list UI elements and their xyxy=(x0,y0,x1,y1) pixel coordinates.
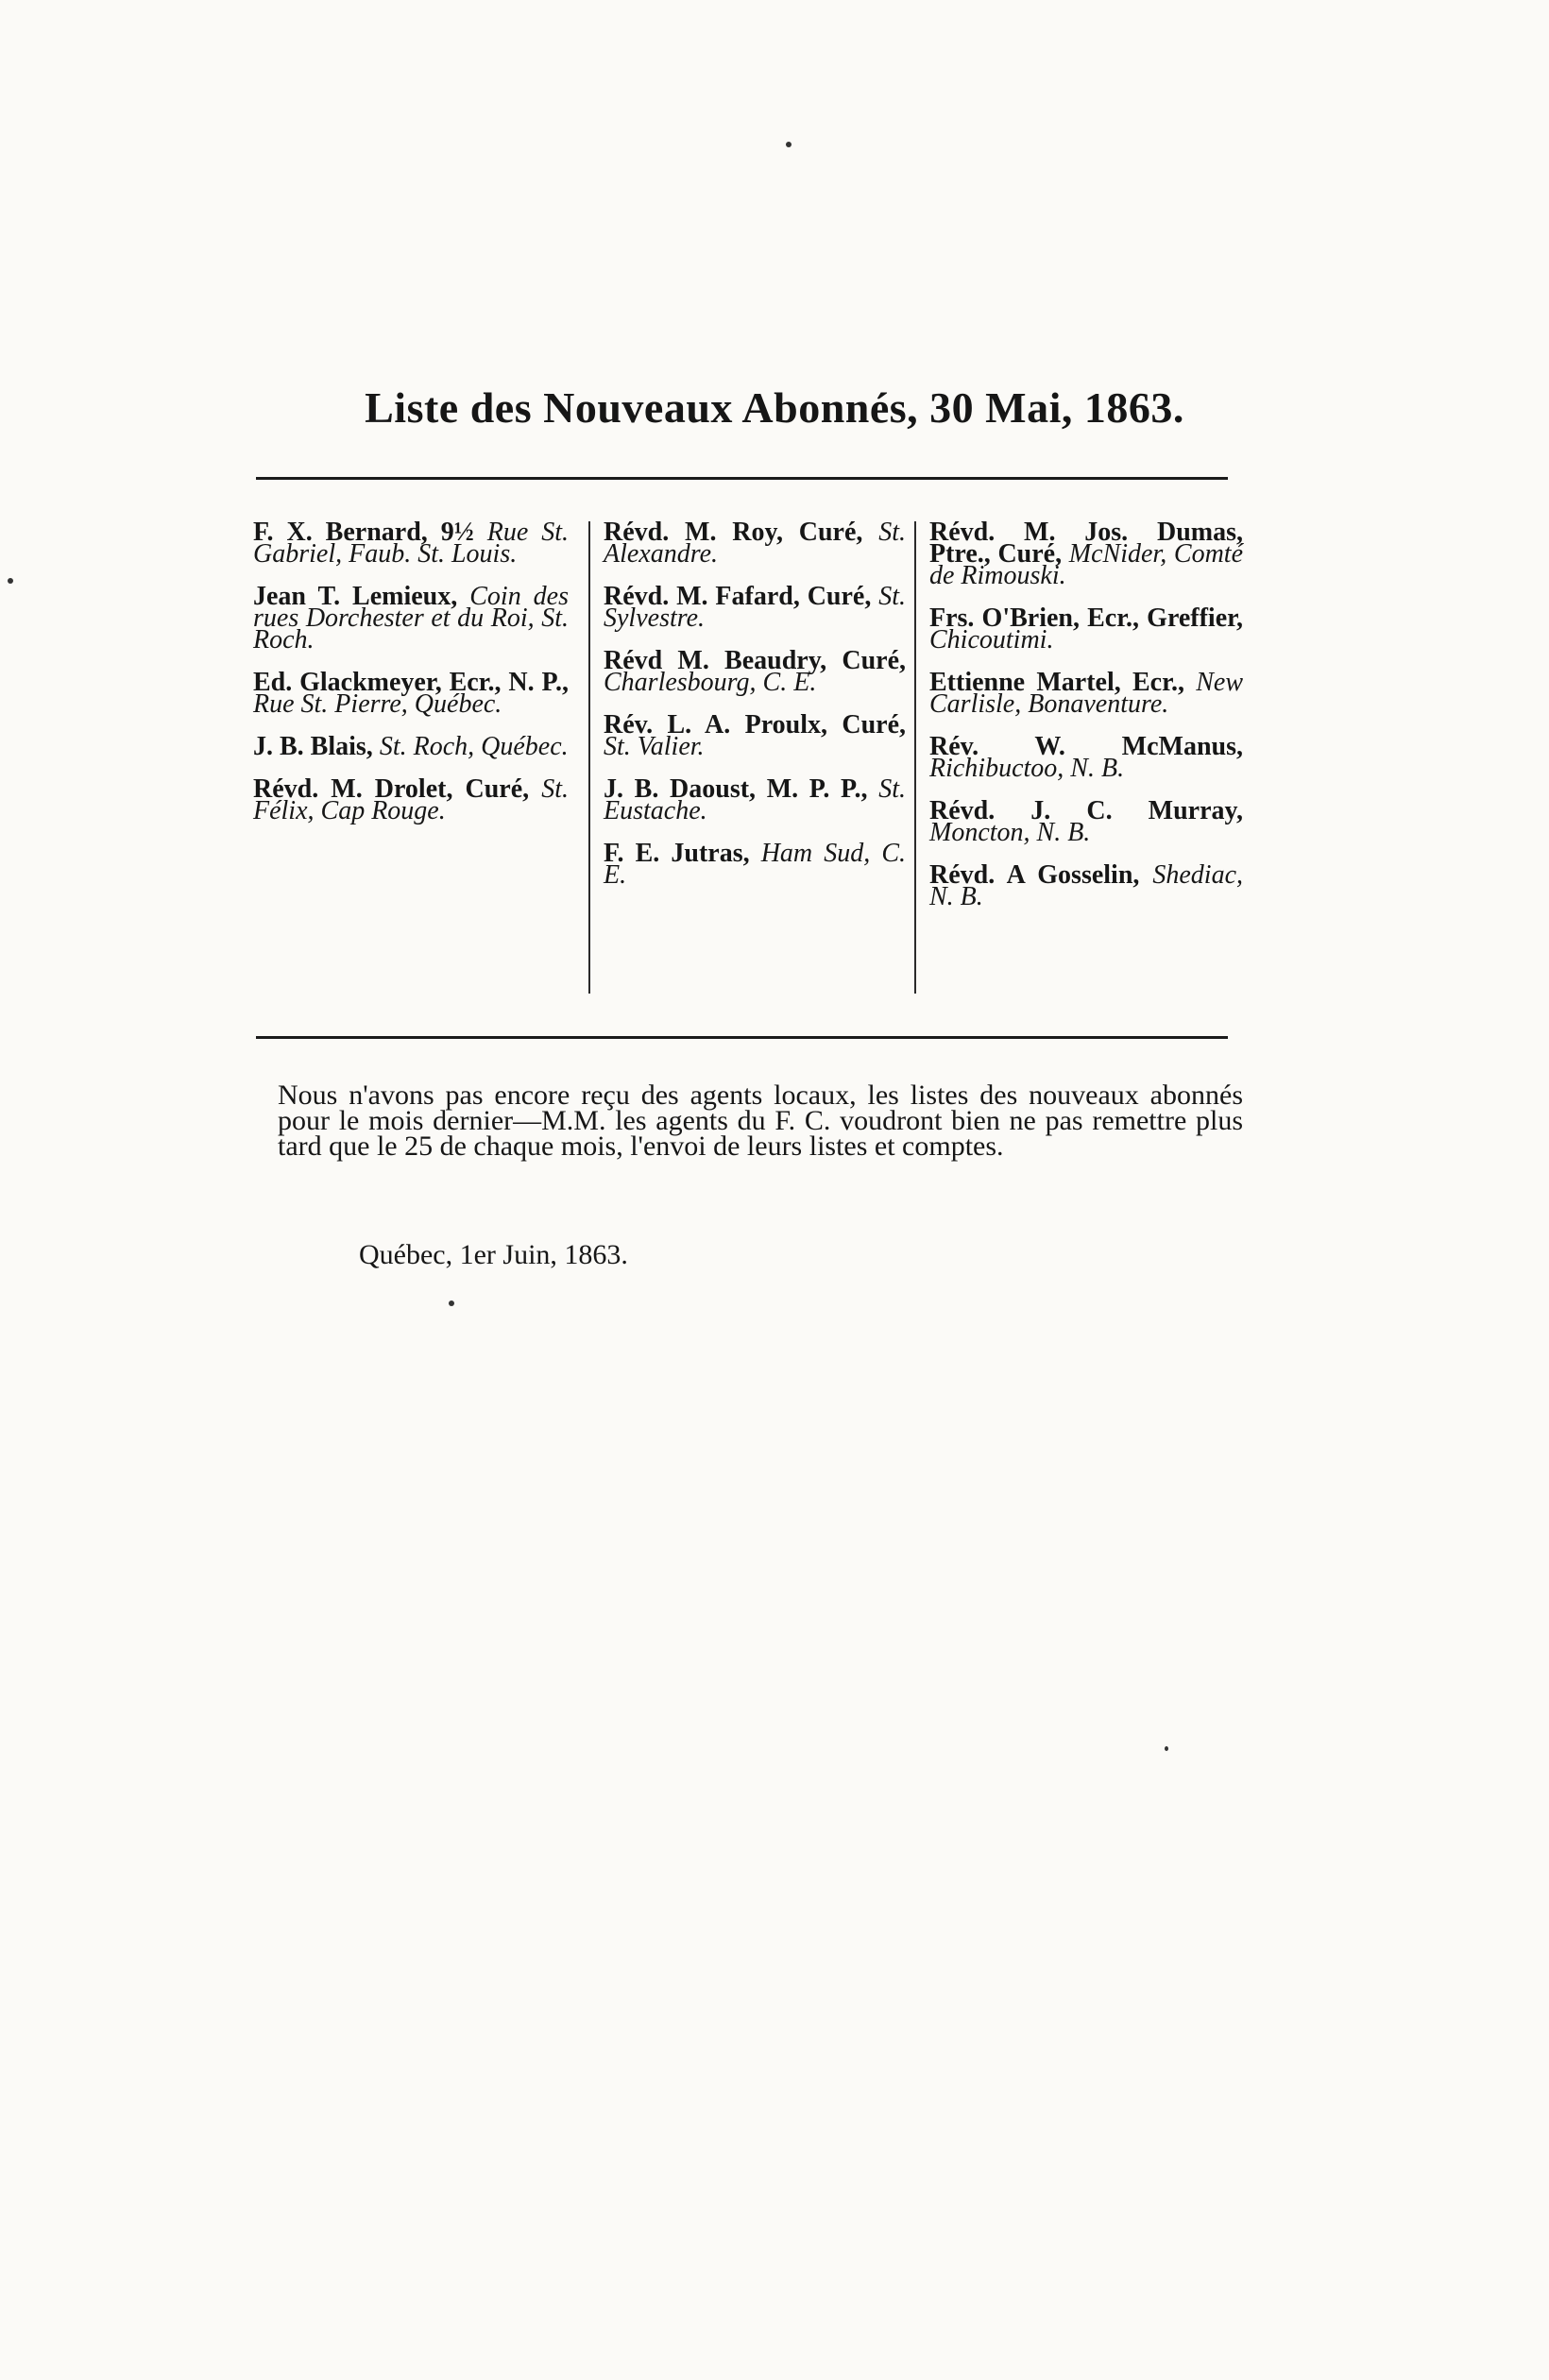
subscriber-name: Ed. Glackmeyer, Ecr., N. P., xyxy=(253,668,569,697)
subscriber-name: J. B. Blais, xyxy=(253,732,373,761)
subscriber-place: St. Eustache. xyxy=(604,774,906,825)
subscriber-entry xyxy=(929,860,1244,911)
subscriber-name: Révd. M. Jos. Dumas, Ptre., Curé, xyxy=(929,518,1243,569)
subscriber-name: Jean T. Lemieux, xyxy=(253,582,458,611)
subscriber-name: Frs. O'Brien, Ecr., Greffier, xyxy=(929,604,1243,633)
subscriber-entry xyxy=(604,518,906,569)
subscriber-entry xyxy=(929,604,1243,654)
subscriber-name: J. B. Daoust, M. P. P., xyxy=(604,774,868,804)
subscriber-entry xyxy=(929,518,1244,590)
subscriber-place: Moncton, N. B. xyxy=(929,818,1091,847)
subscriber-place: Coin des rues Dorchester et du Roi, St. Roch. xyxy=(253,582,570,654)
subscriber-name: Rév. L. A. Proulx, Curé, xyxy=(604,710,906,740)
bottom-rule xyxy=(256,1036,1228,1039)
print-speck xyxy=(1165,1746,1168,1751)
print-speck xyxy=(786,142,792,147)
subscriber-entry xyxy=(253,668,569,719)
subscriber-column-2 xyxy=(588,518,906,994)
subscriber-place: Rue St. Pierre, Québec. xyxy=(253,689,502,719)
subscriber-column-3 xyxy=(914,518,1244,994)
top-rule xyxy=(256,477,1228,480)
subscriber-entry xyxy=(253,518,570,569)
subscriber-entry xyxy=(929,668,1244,719)
subscriber-entry xyxy=(253,774,569,825)
subscriber-place: Rue St. Gabriel, Faub. St. Louis. xyxy=(253,518,570,569)
subscriber-place: Charlesbourg, C. E. xyxy=(604,668,817,697)
subscriber-place: St. Sylvestre. xyxy=(604,582,906,633)
subscriber-entry xyxy=(604,582,906,633)
subscriber-column-1 xyxy=(253,518,570,842)
subscriber-name: Révd. M. Roy, Curé, xyxy=(604,518,863,547)
print-speck xyxy=(449,1300,454,1306)
subscriber-name: F. X. Bernard, 9½ xyxy=(253,518,474,547)
subscriber-entry xyxy=(604,646,906,697)
subscriber-name: Rév. W. McManus, xyxy=(929,732,1243,761)
subscriber-entry xyxy=(929,796,1243,847)
notice-paragraph xyxy=(278,1080,1243,1162)
subscriber-entry xyxy=(604,839,906,890)
subscriber-entry xyxy=(253,582,570,654)
subscriber-name: Révd. M. Fafard, Curé, xyxy=(604,582,872,611)
subscriber-entry xyxy=(604,710,906,761)
subscriber-name: Révd. J. C. Murray, xyxy=(929,796,1243,825)
subscriber-place: Richibuctoo, N. B. xyxy=(929,754,1125,783)
subscriber-name: Révd. A Gosselin, xyxy=(929,860,1140,890)
subscriber-entry xyxy=(929,732,1243,783)
subscriber-name: Révd M. Beaudry, Curé, xyxy=(604,646,906,675)
subscriber-name: Révd. M. Drolet, Curé, xyxy=(253,774,530,804)
subscriber-columns xyxy=(0,518,1549,994)
page-title: Liste des Nouveaux Abonnés, 30 Mai, 1863. xyxy=(365,383,1184,432)
subscriber-place: St. Roch, Québec. xyxy=(379,732,569,761)
subscriber-name: F. E. Jutras, xyxy=(604,839,750,868)
subscriber-place: St. Alexandre. xyxy=(604,518,906,569)
subscriber-place: New Carlisle, Bonaventure. xyxy=(929,668,1244,719)
subscriber-place: Chicoutimi. xyxy=(929,625,1054,654)
subscriber-place: St. Valier. xyxy=(604,732,705,761)
subscriber-place: St. Félix, Cap Rouge. xyxy=(253,774,569,825)
subscriber-place: Ham Sud, C. E. xyxy=(604,839,906,890)
subscriber-name: Ettienne Martel, Ecr., xyxy=(929,668,1184,697)
subscriber-entry xyxy=(604,774,906,825)
notice-text: Nous n'avons pas encore reçu des agents locaux, les listes des nouveaux abonnés pour le mois dernier—M.M. les agents du F. C. voudront bien ne pas remettre plus tard que le 25 de chaque mois, l'envoi de leurs listes et comptes. xyxy=(278,1080,1243,1162)
print-speck xyxy=(8,578,13,584)
signoff: Québec, 1er Juin, 1863. xyxy=(359,1239,628,1270)
subscriber-entry xyxy=(253,732,569,761)
subscriber-place: McNider, Comté de Rimouski. xyxy=(929,539,1244,590)
subscriber-place: Shediac, N. B. xyxy=(929,860,1244,911)
